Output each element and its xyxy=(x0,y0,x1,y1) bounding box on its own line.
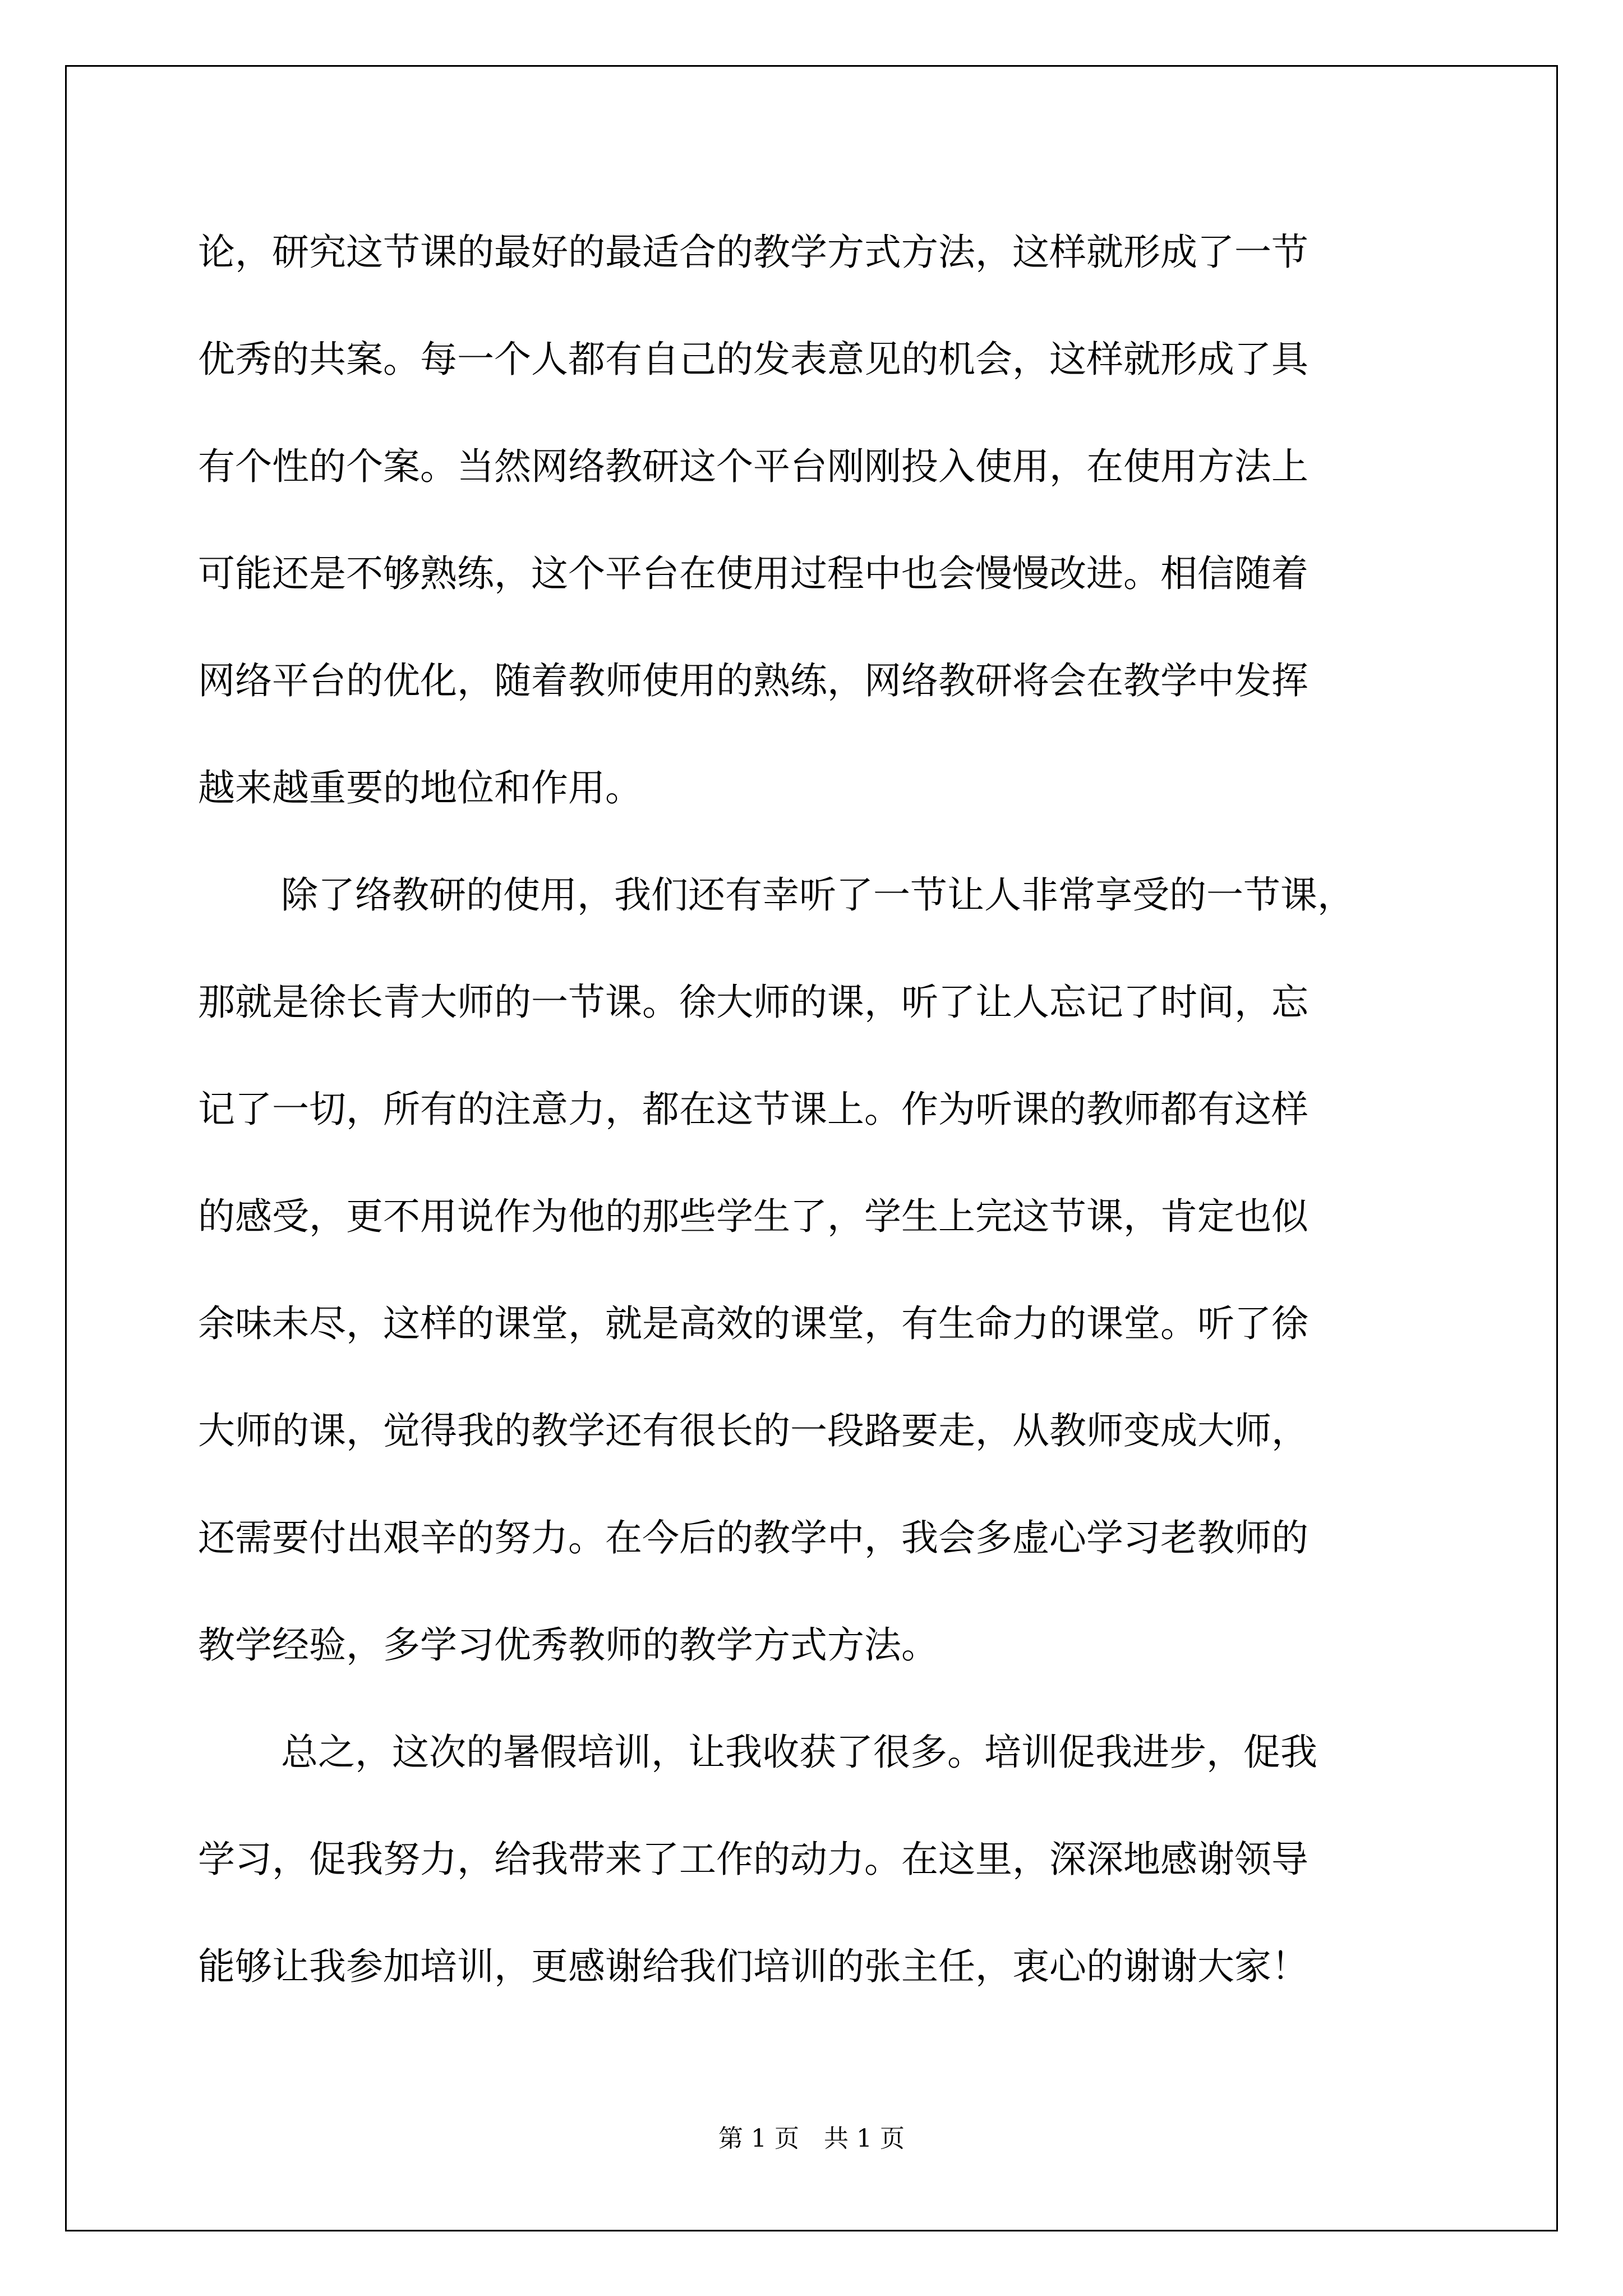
paragraph-line: 学习，促我努力，给我带来了工作的动力。在这里，深深地感谢领导 xyxy=(198,1838,1308,1881)
paragraph-line: 除了络教研的使用，我们还有幸听了一节让人非常享受的一节课， xyxy=(281,873,1354,917)
page-number-footer: 第 1 页 共 1 页 xyxy=(718,2124,905,2153)
paragraph-line: 能够让我参加培训，更感谢给我们培训的张主任，衷心的谢谢大家！ xyxy=(198,1945,1308,1988)
paragraph-line: 余味未尽，这样的课堂，就是高效的课堂，有生命力的课堂。听了徐 xyxy=(198,1302,1308,1345)
paragraph-line: 还需要付出艰辛的努力。在今后的教学中，我会多虚心学习老教师的 xyxy=(198,1516,1308,1559)
paragraph-line: 总之，这次的暑假培训，让我收获了很多。培训促我进步，促我 xyxy=(281,1731,1317,1774)
paragraph-line: 记了一切，所有的注意力，都在这节课上。作为听课的教师都有这样 xyxy=(198,1088,1308,1131)
paragraph-line: 的感受，更不用说作为他的那些学生了，学生上完这节课，肯定也似 xyxy=(198,1195,1308,1238)
paragraph-line: 越来越重要的地位和作用。 xyxy=(198,766,642,809)
paragraph-line: 大师的课，觉得我的教学还有很长的一段路要走，从教师变成大师， xyxy=(198,1409,1308,1452)
paragraph-line: 那就是徐长青大师的一节课。徐大师的课，听了让人忘记了时间，忘 xyxy=(198,981,1308,1024)
paragraph-line: 网络平台的优化，随着教师使用的熟练，网络教研将会在教学中发挥 xyxy=(198,659,1308,702)
paragraph-line: 教学经验，多学习优秀教师的教学方式方法。 xyxy=(198,1623,938,1667)
paragraph-line: 有个性的个案。当然网络教研这个平台刚刚投入使用，在使用方法上 xyxy=(198,445,1308,488)
paragraph-line: 论，研究这节课的最好的最适合的教学方式方法，这样就形成了一节 xyxy=(198,231,1308,274)
paragraph-line: 可能还是不够熟练，这个平台在使用过程中也会慢慢改进。相信随着 xyxy=(198,552,1308,595)
paragraph-line: 优秀的共案。每一个人都有自己的发表意见的机会，这样就形成了具 xyxy=(198,338,1308,381)
page-border xyxy=(65,65,1558,2231)
